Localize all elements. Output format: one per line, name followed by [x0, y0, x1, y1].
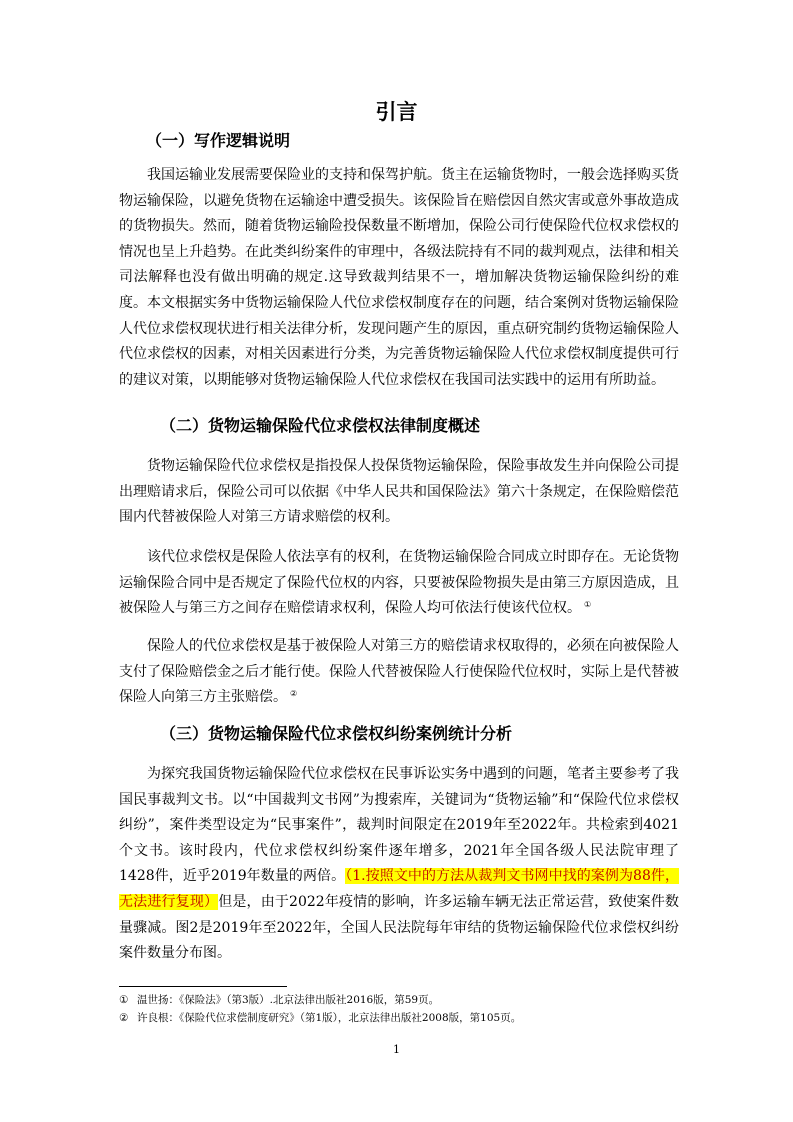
section-3-heading: （三）货物运输保险代位求偿权纠纷案例统计分析 [160, 724, 513, 743]
footnote-1-mark: ① [119, 994, 129, 1006]
footnote-ref-1[interactable]: ① [584, 599, 592, 609]
footnote-2-text: 许良根：《保险代位求偿制度研究》（第1版），北京法律出版社2008版，第105页。 [137, 1012, 522, 1024]
section-2-paragraph-3 [119, 634, 679, 711]
section-3-paragraph-text-after: 但是，由于2022年疫情的影响，许多运输车辆无法正常运营，致使案件数量骤减。图2是2019年至2022年，全国人民法院每年审结的货物运输保险代位求偿权纠纷案件数量分布图。 [119, 893, 679, 962]
section-2-paragraph-2 [119, 545, 679, 622]
footnote-1 [119, 992, 679, 1008]
section-1-paragraph: 我国运输业发展需要保险业的支持和保驾护航。货主在运输货物时，一般会选择购买货物运输保险，以避免货物在运输途中遭受损失。该保险旨在赔偿因自然灾害或意外事故造成的货物损失。然而，随着货物运输险投保数量不断增加，保险公司行使保险代位权求偿权的情况也呈上升趋势。在此类纠纷案件的审理中，各级法院持有不同的裁判观点，法律和相关司法解释也没有做出明确的规定.这导致裁判结果不一，增加解决货物运输保险纠纷的难度。本文根据实务中货物运输保险人代位求偿权制度存在的问题，结合案例对货物运输保险人代位求偿权现状进行相关法律分析，发现问题产生的原因，重点研究制约货物运输保险人代位求偿权的因素，对相关因素进行分类，为完善货物运输保险人代位求偿权制度提供可行的建议对策，以期能够对货物运输保险人代位求偿权在我国司法实践中的运用有所助益。 [119, 167, 679, 388]
section-2-paragraph-1: 货物运输保险代位求偿权是指投保人投保货物运输保险，保险事故发生并向保险公司提出理赔请求后，保险公司可以依据《中华人民共和国保险法》第六十条规定，在保险赔偿范围内代替被保险人对第三方请求赔偿的权利。 [119, 458, 679, 526]
footnote-separator [119, 986, 287, 987]
footnote-2 [119, 1010, 679, 1026]
section-3-paragraph-text-before: 为探究我国货物运输保险代位求偿权在民事诉讼实务中遇到的问题，笔者主要参考了我国民事裁判文书。以“中国裁判文书网”为搜索库，关键词为“货物运输”和“保险代位求偿权纠纷”，案件类型设定为“民事案件”，裁判时间限定在2019年至2022年。共检索到4021个文书。该时段内，代位求偿权纠纷案件逐年增多，2021年全国各级人民法院审理了1428件，近乎2019年数量的两倍。 [119, 766, 679, 885]
page-number: 1 [393, 1043, 400, 1056]
section-2-paragraph-3-text: 保险人的代位求偿权是基于被保险人对第三方的赔偿请求权取得的，必须在向被保险人支付了保险赔偿金之后才能行使。保险人代替被保险人行使保险代位权时，实际上是代替被保险人向第三方主张赔偿。 [119, 638, 679, 706]
footnote-2-mark: ② [119, 1012, 129, 1024]
reviewer-comment-highlight[interactable]: （1.按照文中的方法从裁判文书网中找的案例为88件，无法进行复现） [119, 868, 679, 910]
page-title: 引言 [375, 100, 418, 124]
footnote-1-text: 温世扬：《保险法》（第3版）.北京法律出版社2016版，第59页。 [137, 994, 440, 1006]
section-2-paragraph-2-text: 该代位求偿权是保险人依法享有的权利，在货物运输保险合同成立时即存在。无论货物运输保险合同中是否规定了保险代位权的内容，只要被保险物损失是由第三方原因造成，且被保险人与第三方之间存在赔偿请求权利，保险人均可依法行使该代位权。 [119, 549, 679, 617]
section-2-heading: （二）货物运输保险代位求偿权法律制度概述 [160, 416, 481, 435]
footnote-ref-2[interactable]: ② [290, 688, 298, 698]
section-3-paragraph [119, 762, 679, 967]
section-1-heading: （一）写作逻辑说明 [146, 131, 291, 150]
